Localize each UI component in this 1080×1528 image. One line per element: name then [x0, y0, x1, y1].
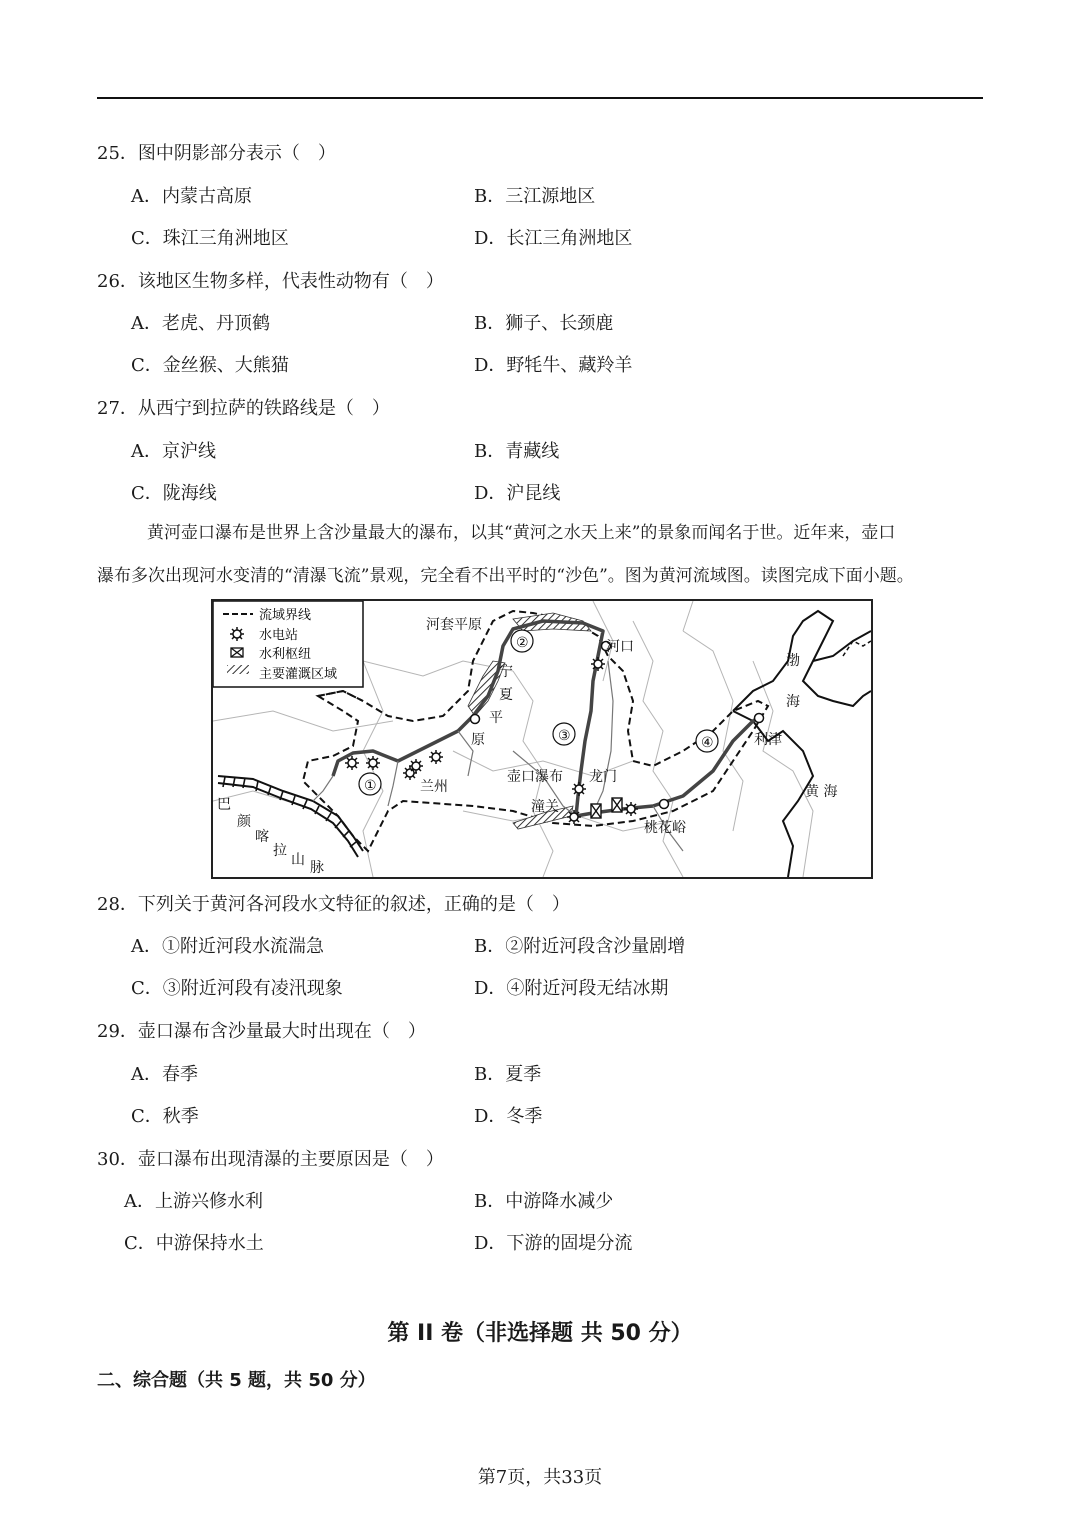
label-hetao-plain: 河套平原: [426, 617, 482, 633]
label-lijin: 利津: [754, 732, 782, 748]
question-29-option-d[interactable]: D．冬季: [474, 1106, 543, 1127]
yellow-river-basin-map: [211, 599, 873, 879]
label-ping: 平: [489, 710, 503, 726]
label-yellow-sea: 黄 海: [805, 784, 838, 800]
question-29-option-c[interactable]: C．秋季: [131, 1106, 199, 1127]
label-ka: 喀: [255, 829, 269, 845]
label-ning: 宁: [499, 664, 513, 680]
label-taohuayu: 桃花峪: [644, 820, 686, 836]
map-svg: [213, 601, 871, 877]
page-footer: 第7页，共33页: [477, 1467, 603, 1488]
reading-passage: [97, 512, 987, 598]
legend-hydropower: 水电站: [259, 628, 299, 643]
label-la: 拉: [273, 843, 287, 859]
coastal-dashed-border: [843, 641, 871, 656]
legend-station-swatch: [230, 627, 244, 641]
marker-1: ①: [364, 778, 377, 794]
marker-3: ③: [558, 728, 571, 744]
question-27-option-b[interactable]: B．青藏线: [474, 441, 560, 462]
question-30-stem: 30．壶口瀑布出现清瀑的主要原因是（ ）: [97, 1149, 444, 1170]
marker-4: ④: [701, 735, 714, 751]
legend-irrigation: 主要灌溉区域: [259, 667, 338, 682]
question-30-option-c[interactable]: C．中游保持水土: [124, 1233, 264, 1254]
legend-basin-boundary: 流域界线: [259, 608, 312, 623]
legend-conservancy-hub: 水利枢纽: [259, 647, 312, 662]
label-xia: 夏: [499, 687, 513, 703]
label-bohai-2: 海: [786, 694, 800, 710]
legend-irrigation-swatch: [227, 665, 249, 674]
question-30-option-d[interactable]: D．下游的固堤分流: [474, 1233, 633, 1254]
label-yuan: 原: [471, 732, 485, 748]
question-27-option-d[interactable]: D．沪昆线: [474, 483, 561, 504]
basin-boundary-west: [318, 691, 363, 701]
question-26-stem: 26．该地区生物多样，代表性动物有（ ）: [97, 271, 444, 292]
legend-hub-swatch: [231, 648, 243, 657]
tributaries: [313, 661, 683, 851]
question-29-option-b[interactable]: B．夏季: [474, 1064, 542, 1085]
question-27-option-a[interactable]: A．京沪线: [131, 441, 216, 462]
question-28-option-c[interactable]: C．③附近河段有凌汛现象: [131, 978, 343, 999]
label-ba: 巴: [217, 797, 231, 813]
label-bohai-1: 渤: [786, 653, 800, 669]
question-26-option-b[interactable]: B．狮子、长颈鹿: [474, 313, 614, 334]
question-27-option-c[interactable]: C．陇海线: [131, 483, 217, 504]
question-30-option-a[interactable]: A．上游兴修水利: [124, 1191, 263, 1212]
question-25-option-d[interactable]: D．长江三角洲地区: [474, 228, 633, 249]
map-legend: [213, 601, 363, 687]
label-hekou: 河口: [606, 639, 634, 655]
label-longmen: 龙门: [589, 769, 617, 785]
question-25-option-c[interactable]: C．珠江三角洲地区: [131, 228, 289, 249]
question-25-stem: 25．图中阴影部分表示（ ）: [97, 143, 336, 164]
label-shan: 山: [291, 852, 305, 868]
question-25-option-b[interactable]: B．三江源地区: [474, 186, 596, 207]
question-28-option-b[interactable]: B．②附近河段含沙量剧增: [474, 936, 686, 957]
label-yan: 颜: [237, 814, 251, 830]
question-29-option-a[interactable]: A．春季: [131, 1064, 198, 1085]
water-conservancy-hubs: [591, 798, 622, 818]
question-26-option-c[interactable]: C．金丝猴、大熊猫: [131, 355, 289, 376]
header-rule: [97, 97, 983, 99]
question-29-stem: 29．壶口瀑布含沙量最大时出现在（ ）: [97, 1021, 426, 1042]
question-30-option-b[interactable]: B．中游降水减少: [474, 1191, 614, 1212]
label-lanzhou: 兰州: [420, 779, 448, 795]
question-26-option-d[interactable]: D．野牦牛、藏羚羊: [474, 355, 633, 376]
question-28-option-d[interactable]: D．④附近河段无结冰期: [474, 978, 669, 999]
question-25-option-a[interactable]: A．内蒙古高原: [131, 186, 252, 207]
question-26-option-a[interactable]: A．老虎、丹顶鹤: [131, 313, 270, 334]
section-ii-title: 第 II 卷（非选择题 共 50 分）: [387, 1321, 693, 1346]
passage-line-1: 黄河壶口瀑布是世界上含沙量最大的瀑布，以其“黄河之水天上来”的景象而闻名于世。近年来，壶口: [147, 523, 896, 543]
question-27-stem: 27．从西宁到拉萨的铁路线是（ ）: [97, 398, 390, 419]
marker-2: ②: [516, 635, 529, 651]
question-28-stem: 28．下列关于黄河各河段水文特征的叙述，正确的是（ ）: [97, 894, 570, 915]
label-mai: 脉: [310, 860, 324, 876]
passage-line-2: 瀑布多次出现河水变清的“清瀑飞流”景观，完全看不出平时的“沙色”。图为黄河流域图。读图完成下面小题。: [97, 566, 914, 586]
label-tongguan: 潼关: [531, 799, 559, 815]
question-28-option-a[interactable]: A．①附近河段水流湍急: [131, 936, 324, 957]
section-ii-subtitle: 二、综合题（共 5 题，共 50 分）: [97, 1370, 376, 1391]
label-hukou-waterfall: 壶口瀑布: [507, 769, 563, 785]
